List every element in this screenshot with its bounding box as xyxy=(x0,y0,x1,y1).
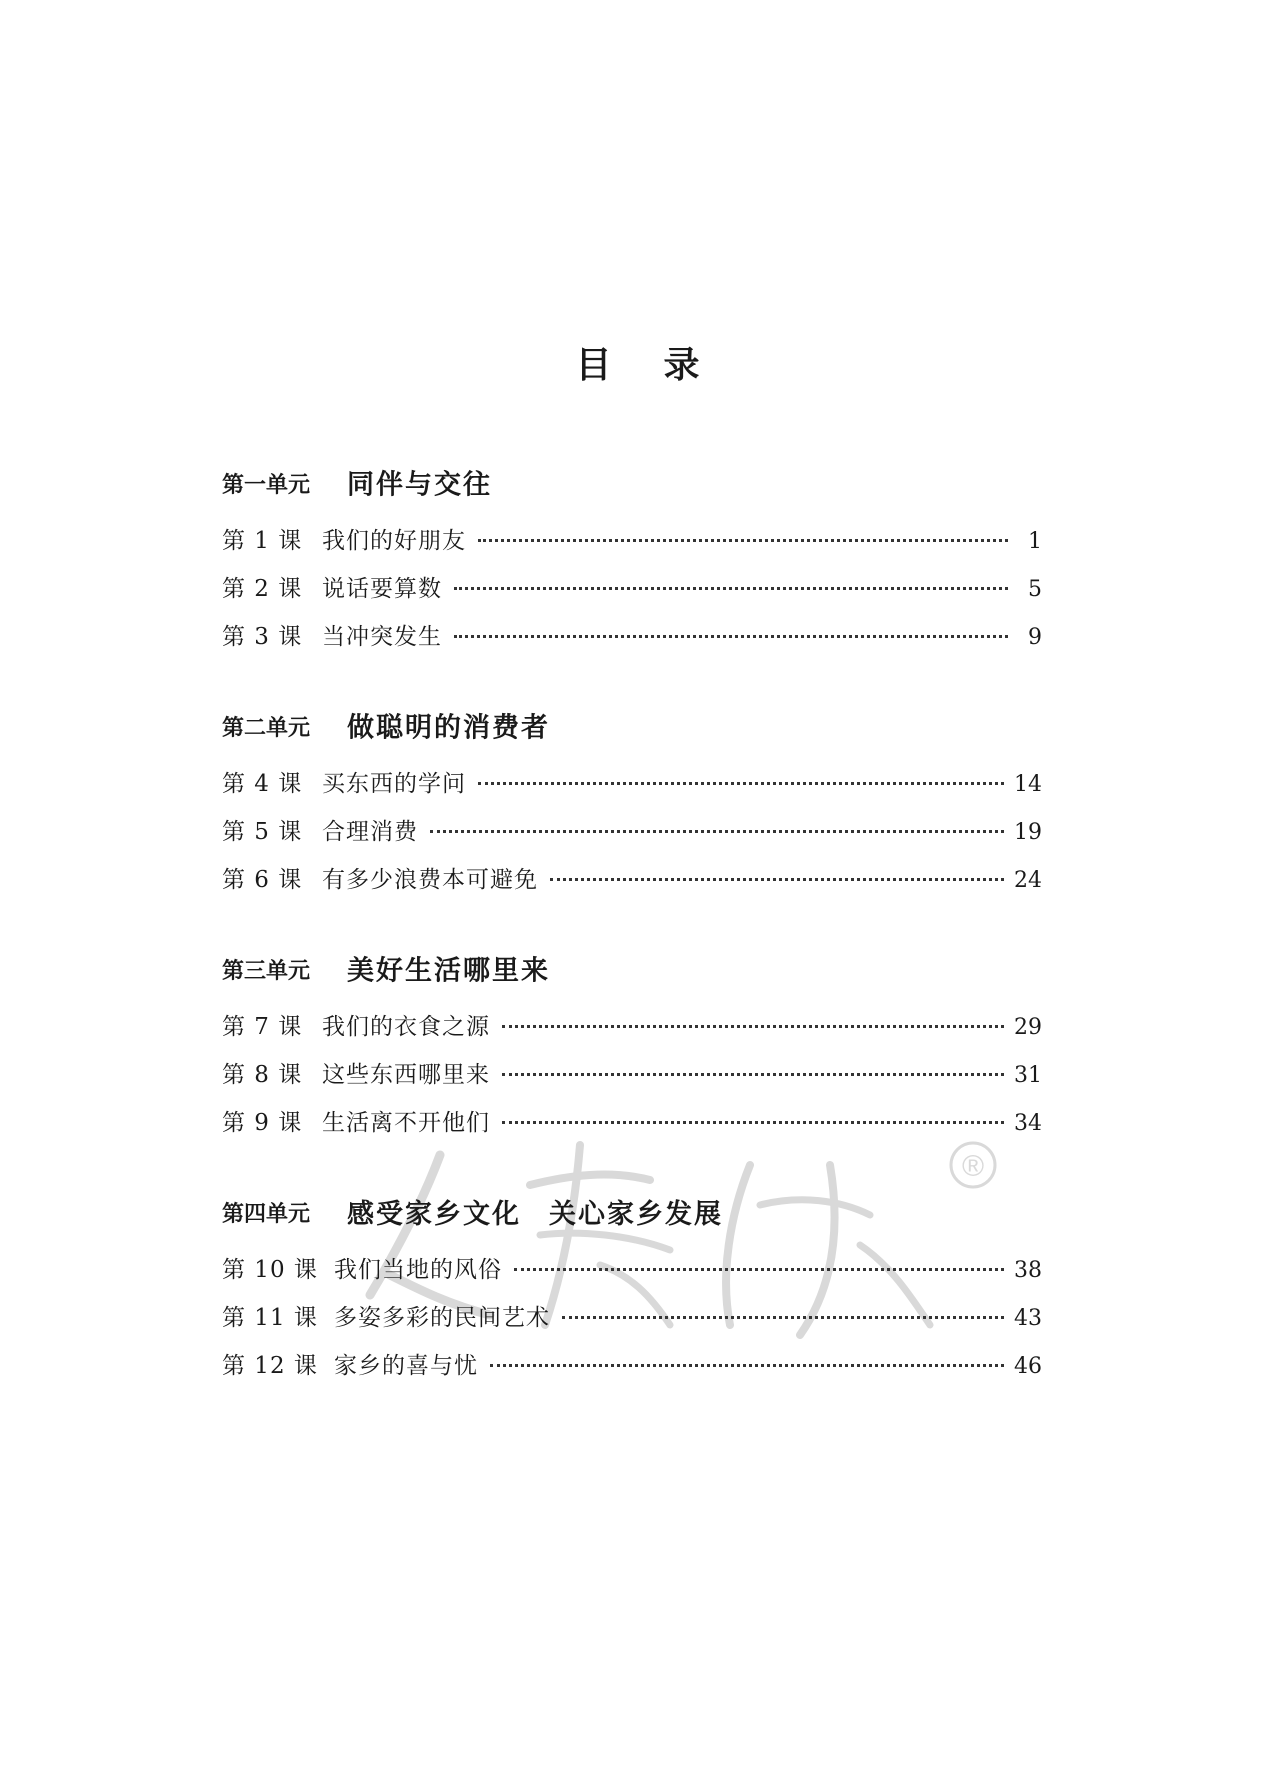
page-number: 24 xyxy=(1014,868,1042,893)
lesson-number: 第 6 课 xyxy=(222,867,303,893)
registered-mark: ® xyxy=(961,1150,985,1183)
unit-number: 第二单元 xyxy=(222,715,311,741)
dot-leader xyxy=(502,1071,1004,1076)
toc-entry-lesson-2[interactable] xyxy=(222,565,1042,613)
lesson-number: 第 12 课 xyxy=(222,1353,318,1379)
page-number: 14 xyxy=(1014,772,1042,797)
page-title xyxy=(0,345,1275,385)
unit-heading xyxy=(222,708,1042,748)
unit-title xyxy=(347,1199,723,1230)
toc-entry-lesson-8[interactable] xyxy=(222,1051,1042,1099)
unit-heading xyxy=(222,1194,1042,1234)
toc-entry-lesson-9[interactable] xyxy=(222,1099,1042,1147)
lesson-title: 生活离不开他们 xyxy=(322,1110,490,1136)
unit-title-part-2: 关心家乡发展 xyxy=(549,1198,723,1230)
unit-4 xyxy=(222,1194,1042,1390)
lesson-number: 第 1 课 xyxy=(222,528,303,554)
toc-entry-lesson-4[interactable] xyxy=(222,760,1042,808)
lesson-title: 我们当地的风俗 xyxy=(334,1257,502,1283)
unit-title: 做聪明的消费者 xyxy=(347,712,550,744)
toc-entry-lesson-1[interactable] xyxy=(222,517,1042,565)
unit-3 xyxy=(222,951,1042,1147)
page-number: 31 xyxy=(1014,1063,1042,1088)
dot-leader xyxy=(454,585,1008,590)
unit-heading xyxy=(222,951,1042,991)
unit-title: 同伴与交往 xyxy=(347,469,492,501)
dot-leader xyxy=(550,876,1004,881)
page-number: 5 xyxy=(1028,577,1042,602)
dot-leader xyxy=(502,1023,1004,1028)
dot-leader xyxy=(454,633,1008,638)
lesson-title: 多姿多彩的民间艺术 xyxy=(334,1305,550,1331)
page-number: 9 xyxy=(1028,625,1042,650)
page-number: 43 xyxy=(1014,1306,1042,1331)
lesson-title: 家乡的喜与忧 xyxy=(334,1353,478,1379)
lesson-title: 我们的衣食之源 xyxy=(322,1014,490,1040)
dot-leader xyxy=(562,1314,1004,1319)
lesson-number: 第 11 课 xyxy=(222,1305,318,1331)
unit-title: 美好生活哪里来 xyxy=(347,955,550,987)
dot-leader xyxy=(430,828,1004,833)
lesson-number: 第 3 课 xyxy=(222,624,303,650)
unit-number: 第四单元 xyxy=(222,1201,311,1227)
lesson-number: 第 4 课 xyxy=(222,771,303,797)
page-number: 1 xyxy=(1028,529,1042,554)
unit-heading xyxy=(222,465,1042,505)
toc-entry-lesson-3[interactable] xyxy=(222,613,1042,661)
title-char-2: 录 xyxy=(663,344,700,386)
dot-leader xyxy=(502,1119,1004,1124)
lesson-number: 第 2 课 xyxy=(222,576,303,602)
lesson-title: 说话要算数 xyxy=(322,576,442,602)
page-number: 38 xyxy=(1014,1258,1042,1283)
toc-entry-lesson-11[interactable] xyxy=(222,1294,1042,1342)
toc-entry-lesson-12[interactable] xyxy=(222,1342,1042,1390)
dot-leader xyxy=(490,1362,1004,1367)
lesson-title: 有多少浪费本可避免 xyxy=(322,867,538,893)
unit-number: 第一单元 xyxy=(222,472,311,498)
unit-title-part-1: 感受家乡文化 xyxy=(347,1198,521,1230)
lesson-title: 买东西的学问 xyxy=(322,771,466,797)
lesson-number: 第 5 课 xyxy=(222,819,303,845)
toc-entry-lesson-10[interactable] xyxy=(222,1246,1042,1294)
lesson-title: 这些东西哪里来 xyxy=(322,1062,490,1088)
lesson-number: 第 9 课 xyxy=(222,1110,303,1136)
page-number: 34 xyxy=(1014,1111,1042,1136)
dot-leader xyxy=(478,537,1008,542)
lesson-title: 合理消费 xyxy=(322,819,418,845)
toc-entry-lesson-7[interactable] xyxy=(222,1003,1042,1051)
lesson-title: 当冲突发生 xyxy=(322,624,442,650)
unit-1 xyxy=(222,465,1042,661)
toc-entry-lesson-6[interactable] xyxy=(222,856,1042,904)
page-number: 29 xyxy=(1014,1015,1042,1040)
logo-stroke xyxy=(530,1175,650,1185)
toc-entry-lesson-5[interactable] xyxy=(222,808,1042,856)
dot-leader xyxy=(514,1266,1004,1271)
lesson-number: 第 7 课 xyxy=(222,1014,303,1040)
lesson-number: 第 8 课 xyxy=(222,1062,303,1088)
dot-leader xyxy=(478,780,1004,785)
unit-number: 第三单元 xyxy=(222,958,311,984)
title-char-1: 目 xyxy=(575,344,612,386)
lesson-number: 第 10 课 xyxy=(222,1257,318,1283)
page-number: 46 xyxy=(1014,1354,1042,1379)
unit-2 xyxy=(222,708,1042,904)
lesson-title: 我们的好朋友 xyxy=(322,528,466,554)
page-number: 19 xyxy=(1014,820,1042,845)
registered-mark-circle xyxy=(951,1143,995,1187)
